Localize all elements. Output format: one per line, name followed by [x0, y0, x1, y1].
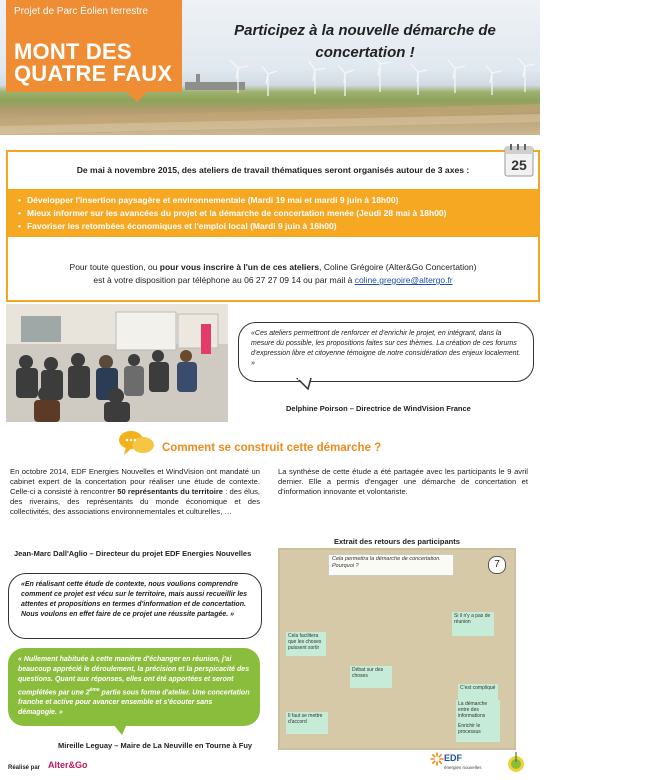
axis-item: • Mieux informer sur les avancées du projet et la démarche de concertation menée (Jeudi 28 mai à 18h00) — [18, 208, 447, 218]
footer-credit-label: Réalisé par — [8, 765, 41, 771]
section-title: Comment se construit cette démarche ? — [162, 442, 382, 454]
quote-leguay-text — [18, 655, 252, 718]
edf-logo-subtitle: énergies nouvelles — [444, 765, 482, 770]
axis-text: Mieux informer sur les avancées du projet et la démarche de concertation menée (Jeudi 28 mai à 18h00) — [26, 208, 447, 218]
left-column-part: : des élus, des riverains, des représentants du monde économique et des collectivités, des associations environnementales et culturelles, … — [10, 487, 261, 516]
quote-leguay-part: « Nullement habituée à cette manière d'échanger en réunion, j'ai beaucoup apprécié le déroulement, la précision et la perspicacité des questions. Quant aux réponses, elles ont été apportées et seront complétées par une 2 — [18, 656, 250, 697]
quote-leguay-sup: ème — [89, 687, 100, 693]
windvision-logo-icon — [506, 750, 526, 774]
site-name-line2: QUATRE FAUX — [14, 61, 173, 86]
quote-poirson-signature: Delphine Poirson – Directrice de WindVision France — [286, 404, 471, 413]
edf-logo: EDF — [444, 753, 462, 763]
quote-dallaglio-bubble — [8, 573, 262, 639]
quote-poirson-bubble — [238, 322, 534, 382]
sticky-note: Il faut se mettre d'accord — [286, 712, 328, 734]
bubble-tail — [112, 724, 128, 736]
edf-logo-icon — [430, 752, 444, 766]
left-column-part: En octobre 2014, EDF Energies Nouvelles et WindVision ont mandaté un cabinet expert de la concertation pour réaliser une étude de contexte. Celle-ci a consisté à rencontrer — [10, 467, 260, 496]
axis-item: • Développer l'insertion paysagère et environnementale (Mardi 19 mai et mardi 9 juin à 18h00) — [18, 195, 399, 205]
sticky-note: C'est compliqué — [458, 684, 498, 700]
contact-phone-text: est à votre disposition par téléphone au 06 27 27 09 14 ou par mail à — [93, 275, 353, 285]
quote-leguay-part: partie sous forme d'atelier. Une concertation franche et active pour avancer ensemble et s'écouter sans démagogie. » — [18, 689, 250, 717]
workshops-lead: De mai à novembre 2015, des ateliers de travail thématiques seront organisés autour de 3 axes : — [76, 165, 470, 175]
contact-line-2 — [8, 275, 538, 285]
calendar-day: 25 — [511, 157, 527, 173]
workshops-box — [6, 150, 540, 302]
sticky-note: Cela facilitera que les choses puissent sortir — [286, 632, 326, 656]
sticky-note: Si il n'y a pas de réunion — [452, 612, 494, 636]
contact-person: , Coline Grégoire (Alter&Go Concertation) — [319, 262, 477, 272]
board-number: 7 — [488, 556, 506, 574]
workshop-photo — [6, 304, 228, 422]
sticky-note: La démarche entre des informations — [456, 700, 500, 722]
quote-poirson-text: «Ces ateliers permettront de renforcer et d'enrichir le projet, en intégrant, dans la mesure du possible, les propositions faites sur ces thèmes. La création de ces forums d'expression libre et citoyenne témoigne de notre considération des enjeux localement. » — [251, 330, 521, 367]
left-column-text — [10, 467, 260, 517]
contact-text: Pour toute question, ou — [69, 262, 160, 272]
sticky-note: Débat sur des choses — [350, 666, 392, 688]
bubble-tail — [296, 378, 312, 390]
project-label: Projet de Parc Éolien terrestre — [14, 6, 148, 17]
right-column-text: La synthèse de cette étude a été partagée avec les participants le 9 avril dernier. Elle a permis d'engager une démarche de concertation et d'information innovante et volontariste. — [278, 467, 528, 496]
contact-emphasis: pour vous inscrire à l'un de ces ateliers — [159, 262, 320, 272]
quote-dallaglio-signature: Jean-Marc Dall'Aglio – Directeur du projet EDF Energies Nouvelles — [14, 549, 252, 558]
board-header-note: Cela permettra la démarche de concertation. Pourquoi ? — [328, 554, 454, 576]
left-column-emphasis: 50 représentants du territoire — [117, 487, 224, 496]
participant-feedback-board — [278, 548, 516, 750]
sticky-note: Enrichir le processus — [456, 722, 500, 742]
contact-email-link[interactable]: coline.gregoire@altergo.fr — [354, 275, 453, 285]
axis-item: • Favoriser les retombées économiques et l'emploi local (Mardi 9 juin à 16h00) — [18, 221, 337, 231]
speech-bubbles-icon — [118, 430, 156, 456]
board-title: Extrait des retours des participants — [334, 537, 460, 546]
quote-leguay-bubble — [8, 648, 260, 726]
axes-band — [8, 189, 538, 237]
contact-line-1 — [8, 262, 538, 272]
alterego-logo: Alter&Go — [48, 760, 88, 770]
quote-leguay-signature: Mireille Leguay – Maire de La Neuville en Tourne à Fuy — [58, 741, 253, 750]
quote-dallaglio-text: «En réalisant cette étude de contexte, nous voulions comprendre comment ce projet est vécu sur le territoire, mais aussi recueillir les attentes et propositions en termes d'information et de concertation. Nous voulons en effet faire de ce projet une réussite partagée. » — [21, 581, 248, 618]
page-title: Participez à la nouvelle démarche de concertation ! — [234, 22, 496, 61]
project-badge — [6, 0, 182, 92]
calendar-icon — [504, 143, 534, 177]
axis-text: Développer l'insertion paysagère et environnementale (Mardi 19 mai et mardi 9 juin à 18h00) — [26, 195, 399, 205]
site-name-line1: MONT DES — [14, 39, 132, 64]
axis-text: Favoriser les retombées économiques et l'emploi local (Mardi 9 juin à 16h00) — [26, 221, 337, 231]
